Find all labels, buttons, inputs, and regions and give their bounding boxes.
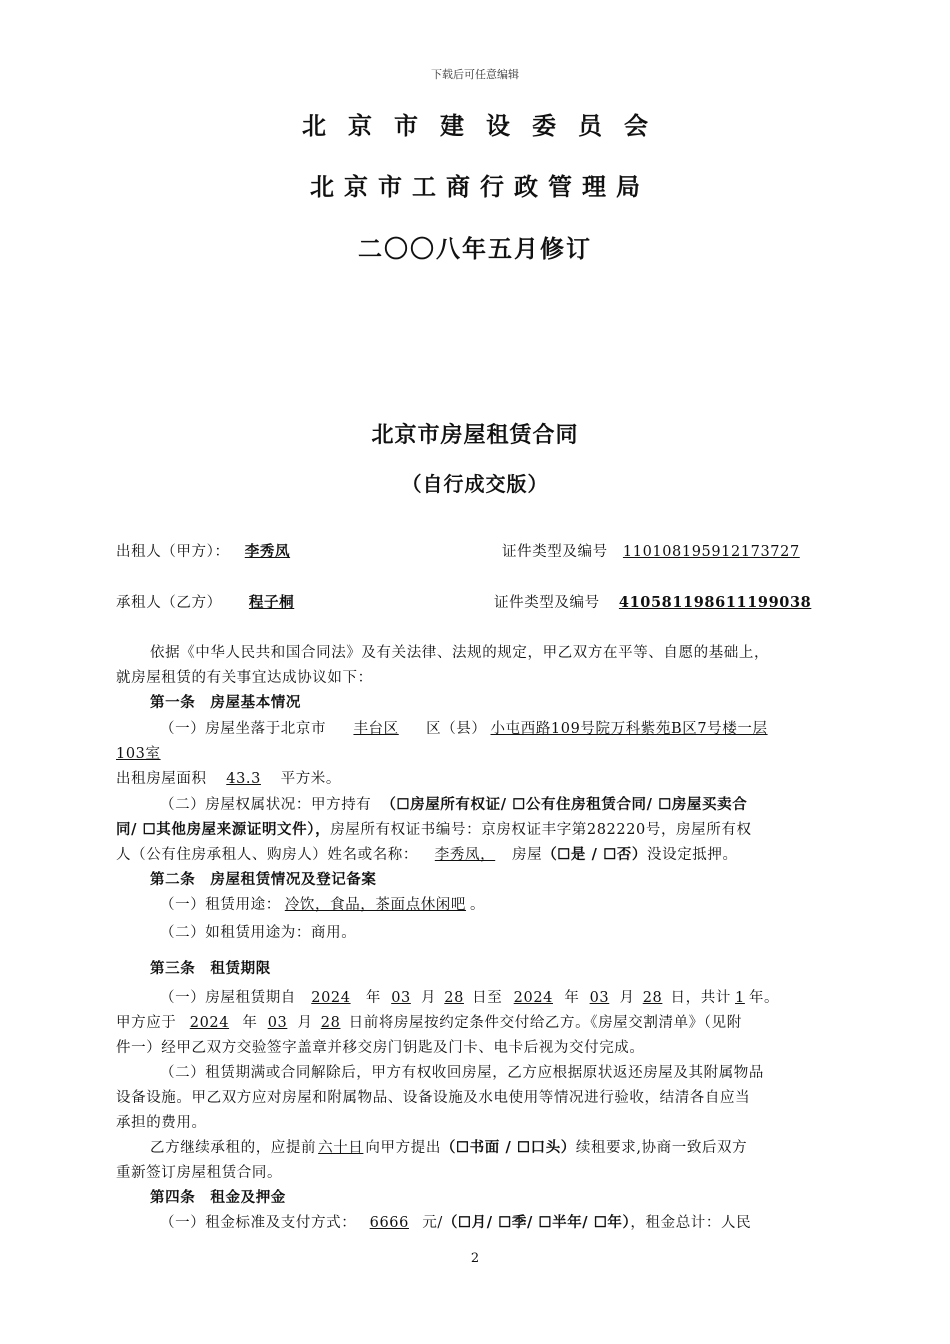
renewal-text: 向甲方提出: [365, 1140, 441, 1156]
county-label: 区（县）: [426, 721, 487, 737]
lessee-label: 承租人（乙方）: [116, 595, 222, 611]
lease-use-value: 冷饮，食品，茶面点休闲吧: [284, 897, 467, 913]
expiry-line-3: 承担的费用。: [116, 1115, 207, 1131]
delivery-text: 日前将房屋按约定条件交付给乙方。《房屋交割清单》（见附: [348, 1015, 742, 1031]
rent-period-options: （☐月/ ☐季/ ☐半年/ ☐年）: [442, 1214, 631, 1231]
intro-line-2: 就房屋租赁的有关事宜达成协议如下：: [116, 670, 373, 686]
article-3-title: 第三条 租赁期限: [150, 960, 271, 977]
commercial-use-row: （二）如租赁用途为：商用。: [160, 925, 357, 941]
header-note: 下载后可任意编辑: [431, 68, 519, 81]
contract-title: 北京市房屋租赁合同: [371, 422, 579, 448]
location-label: （一）房屋坐落于北京市: [160, 721, 327, 737]
expiry-line-2: 设备设施。甲乙双方应对房屋和附属物品、设备设施及水电使用等情况进行验收，结清各自应当: [116, 1090, 751, 1106]
lease-term: 1: [735, 990, 745, 1006]
lessor-id: 110108195912173727: [622, 544, 800, 560]
lessor-row: [116, 540, 395, 561]
lease-period-label: （一）房屋租赁期自: [160, 990, 296, 1006]
area-label: 出租房屋面积: [116, 771, 207, 787]
lessor-name: 李秀凤: [244, 543, 291, 560]
page-number: 2: [470, 1251, 480, 1266]
article-1-location: [160, 717, 768, 738]
lessee-id-row: [494, 591, 811, 612]
delivery-label: 甲方应于: [116, 1015, 177, 1031]
rent-label: （一）租金标准及支付方式：: [160, 1215, 357, 1231]
area-value: 43.3: [226, 771, 261, 787]
start-day: 28: [444, 990, 464, 1006]
expiry-line-1: （二）租赁期满或合同解除后，甲方有权收回房屋，乙方应根据原状返还房屋及其附属物品: [160, 1065, 764, 1081]
lease-period-row: （一）房屋租赁期自 2024 年 03 月 28 日至 2024 年 03 月 28 日，共计 1 年。: [160, 990, 780, 1006]
end-day: 28: [642, 990, 663, 1006]
lessee-name: 程子桐: [248, 594, 295, 611]
delivery-month: 03: [267, 1015, 288, 1031]
article-2-title: 第二条 房屋租赁情况及登记备案: [150, 871, 377, 888]
lessee-row: [116, 591, 479, 612]
rent-value: 6666: [369, 1215, 409, 1231]
ownership-line-3: [116, 843, 738, 864]
mortgage-options: （☐是 / ☐否）: [542, 846, 647, 863]
end-year: 2024: [513, 990, 553, 1006]
delivery-row: 甲方应于 2024 年 03 月 28 日前将房屋按约定条件交付给乙方。《房屋交割清单》（见附: [116, 1015, 742, 1031]
district-value: 丰台区: [353, 721, 399, 737]
lease-use-end: 。: [470, 897, 486, 913]
ownership-options-2: 同/ ☐其他房屋来源证明文件），: [116, 821, 331, 838]
ownership-options-1: （☐房屋所有权证/ ☐公有住房租赁合同/ ☐房屋买卖合: [381, 796, 748, 813]
revision-date: 二〇〇八年五月修订: [358, 234, 592, 263]
lease-use-row: [160, 893, 485, 914]
lessee-id: 410581198611199038: [618, 594, 812, 611]
renewal-line-2: 重新签订房屋租赁合同。: [116, 1165, 283, 1181]
issuer-industry-commerce-bureau: 北京市工商行政管理局: [310, 172, 650, 201]
contract-subtitle: （自行成交版）: [401, 472, 549, 496]
rent-unit: 元/: [422, 1215, 443, 1231]
start-year: 2024: [311, 990, 351, 1006]
owner-name: 李秀凤，: [434, 847, 496, 863]
lessor-id-label: 证件类型及编号: [502, 544, 608, 560]
lessor-id-row: [502, 540, 800, 561]
area-row: [116, 767, 341, 788]
lessor-label: 出租人（甲方）：: [116, 544, 230, 560]
delivery-row-2: 件一）经甲乙双方交验签字盖章并移交房门钥匙及门卡、电卡后视为交付完成。: [116, 1040, 645, 1056]
address-line-1: 小屯西路109号院万科紫苑B区7号楼一层: [490, 721, 768, 737]
renewal-label: 乙方继续承租的，应提前: [150, 1140, 317, 1156]
article-1-title: 第一条 房屋基本情况: [150, 694, 301, 711]
renewal-notice: 六十日: [318, 1140, 364, 1156]
renewal-text-2: 续租要求,协商一致后双方: [575, 1140, 748, 1156]
renewal-options: （☐书面 / ☐口头）: [440, 1139, 576, 1156]
ownership-line-2: [116, 818, 752, 839]
intro-line-1: 依据《中华人民共和国合同法》及有关法律、法规的规定，甲乙双方在平等、自愿的基础上，: [150, 645, 770, 661]
lease-use-label: （一）租赁用途：: [160, 897, 281, 913]
article-4-title: 第四条 租金及押金: [150, 1189, 286, 1206]
owner-label: 人（公有住房承租人、购房人）姓名或名称：: [116, 847, 418, 863]
certificate-number: 房屋所有权证书编号：京房权证丰字第282220号，房屋所有权: [330, 822, 752, 838]
area-unit: 平方米。: [280, 771, 342, 787]
delivery-year: 2024: [189, 1015, 230, 1031]
delivery-day: 28: [320, 1015, 341, 1031]
address-line-2: 103室: [116, 746, 161, 762]
ownership-line-1: [160, 793, 747, 814]
address-line-2-row: [116, 742, 202, 763]
rent-total-label: ，租金总计：人民: [630, 1215, 752, 1231]
renewal-line-1: [150, 1136, 747, 1157]
start-month: 03: [391, 990, 411, 1006]
lessee-id-label: 证件类型及编号: [494, 595, 600, 611]
mortgage-status: 没设定抵押。: [647, 847, 738, 863]
mortgage-label: 房屋: [512, 847, 543, 863]
ownership-label: （二）房屋权属状况：甲方持有: [160, 797, 372, 813]
issuer-construction-commission: 北京市建设委员会: [302, 111, 670, 140]
end-month: 03: [589, 990, 610, 1006]
rent-row: [160, 1211, 751, 1232]
